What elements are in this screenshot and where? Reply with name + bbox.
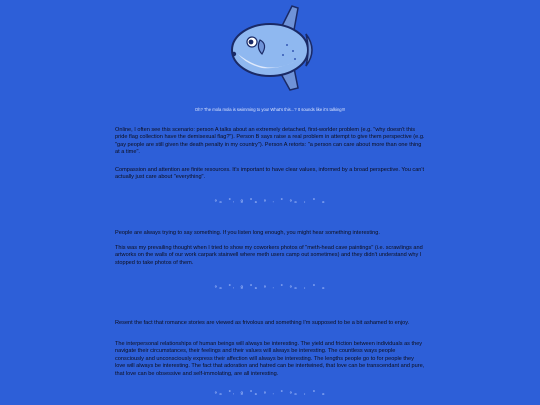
paragraph: People are always trying to say something. If you listen long enough, you might hear something interesting. (115, 230, 380, 236)
paragraph: This was my prevailing thought when I tried to show my coworkers photos of "meth-head cave paintings" (i.e. scrawlings and artworks on the walls of our work carpark stairwell where meth users camp out sometimes) and they didn't understand why I stopped to take photos of them. (115, 245, 423, 266)
mascot-speech-caption: Oh? The mola mola is swimming to you! What's this...? It sounds like it's talking!!! (194, 107, 346, 112)
paragraph: Resent the fact that romance stories are viewed as frivolous and something I'm supposed to be a bit ashamed to enjoy. (115, 320, 410, 326)
paragraph: Compassion and attention are finite resources. It's important to have clear values, informed by a broad perspective. You can't actually just care about "everything". (115, 167, 425, 181)
paragraph: The interpersonal relationships of human beings will always be interesting. The yield and friction between individuals as they navigate their circumstances, their feelings and their values will always be interesting. The countless ways people consciously and unconsciously express their affection will always be interesting. The lengths people go to for people they love will always be interesting. The fact that adoration and hatred can be intertwined, that love can be transcendant and pure, that love can be obsessive and self-immolating, are all interesting. (115, 341, 425, 377)
bubble-divider: °∘ ˚‧ º ˚∘ ° ‧ ˚ °∘ · ˚ ∘ (214, 391, 326, 398)
bubble-divider: °∘ ˚‧ º ˚∘ ° ‧ ˚ °∘ · ˚ ∘ (214, 199, 326, 206)
paragraph: Online, I often see this scenario: person A talks about an extremely detached, first-worlder problem (e.g. "why doesn't this pride flag collection have the demisexual flag?"). Person B says raise a real problem in attempt to give them perspective (e.g. "gay people are still given the death penalty in my country"). Person A retorts: "a person can care about more than one thing at a time". (115, 127, 425, 156)
bubble-divider: °∘ ˚‧ º ˚∘ ° ‧ ˚ °∘ · ˚ ∘ (214, 285, 326, 292)
mola-mola-fish-icon (222, 4, 322, 92)
